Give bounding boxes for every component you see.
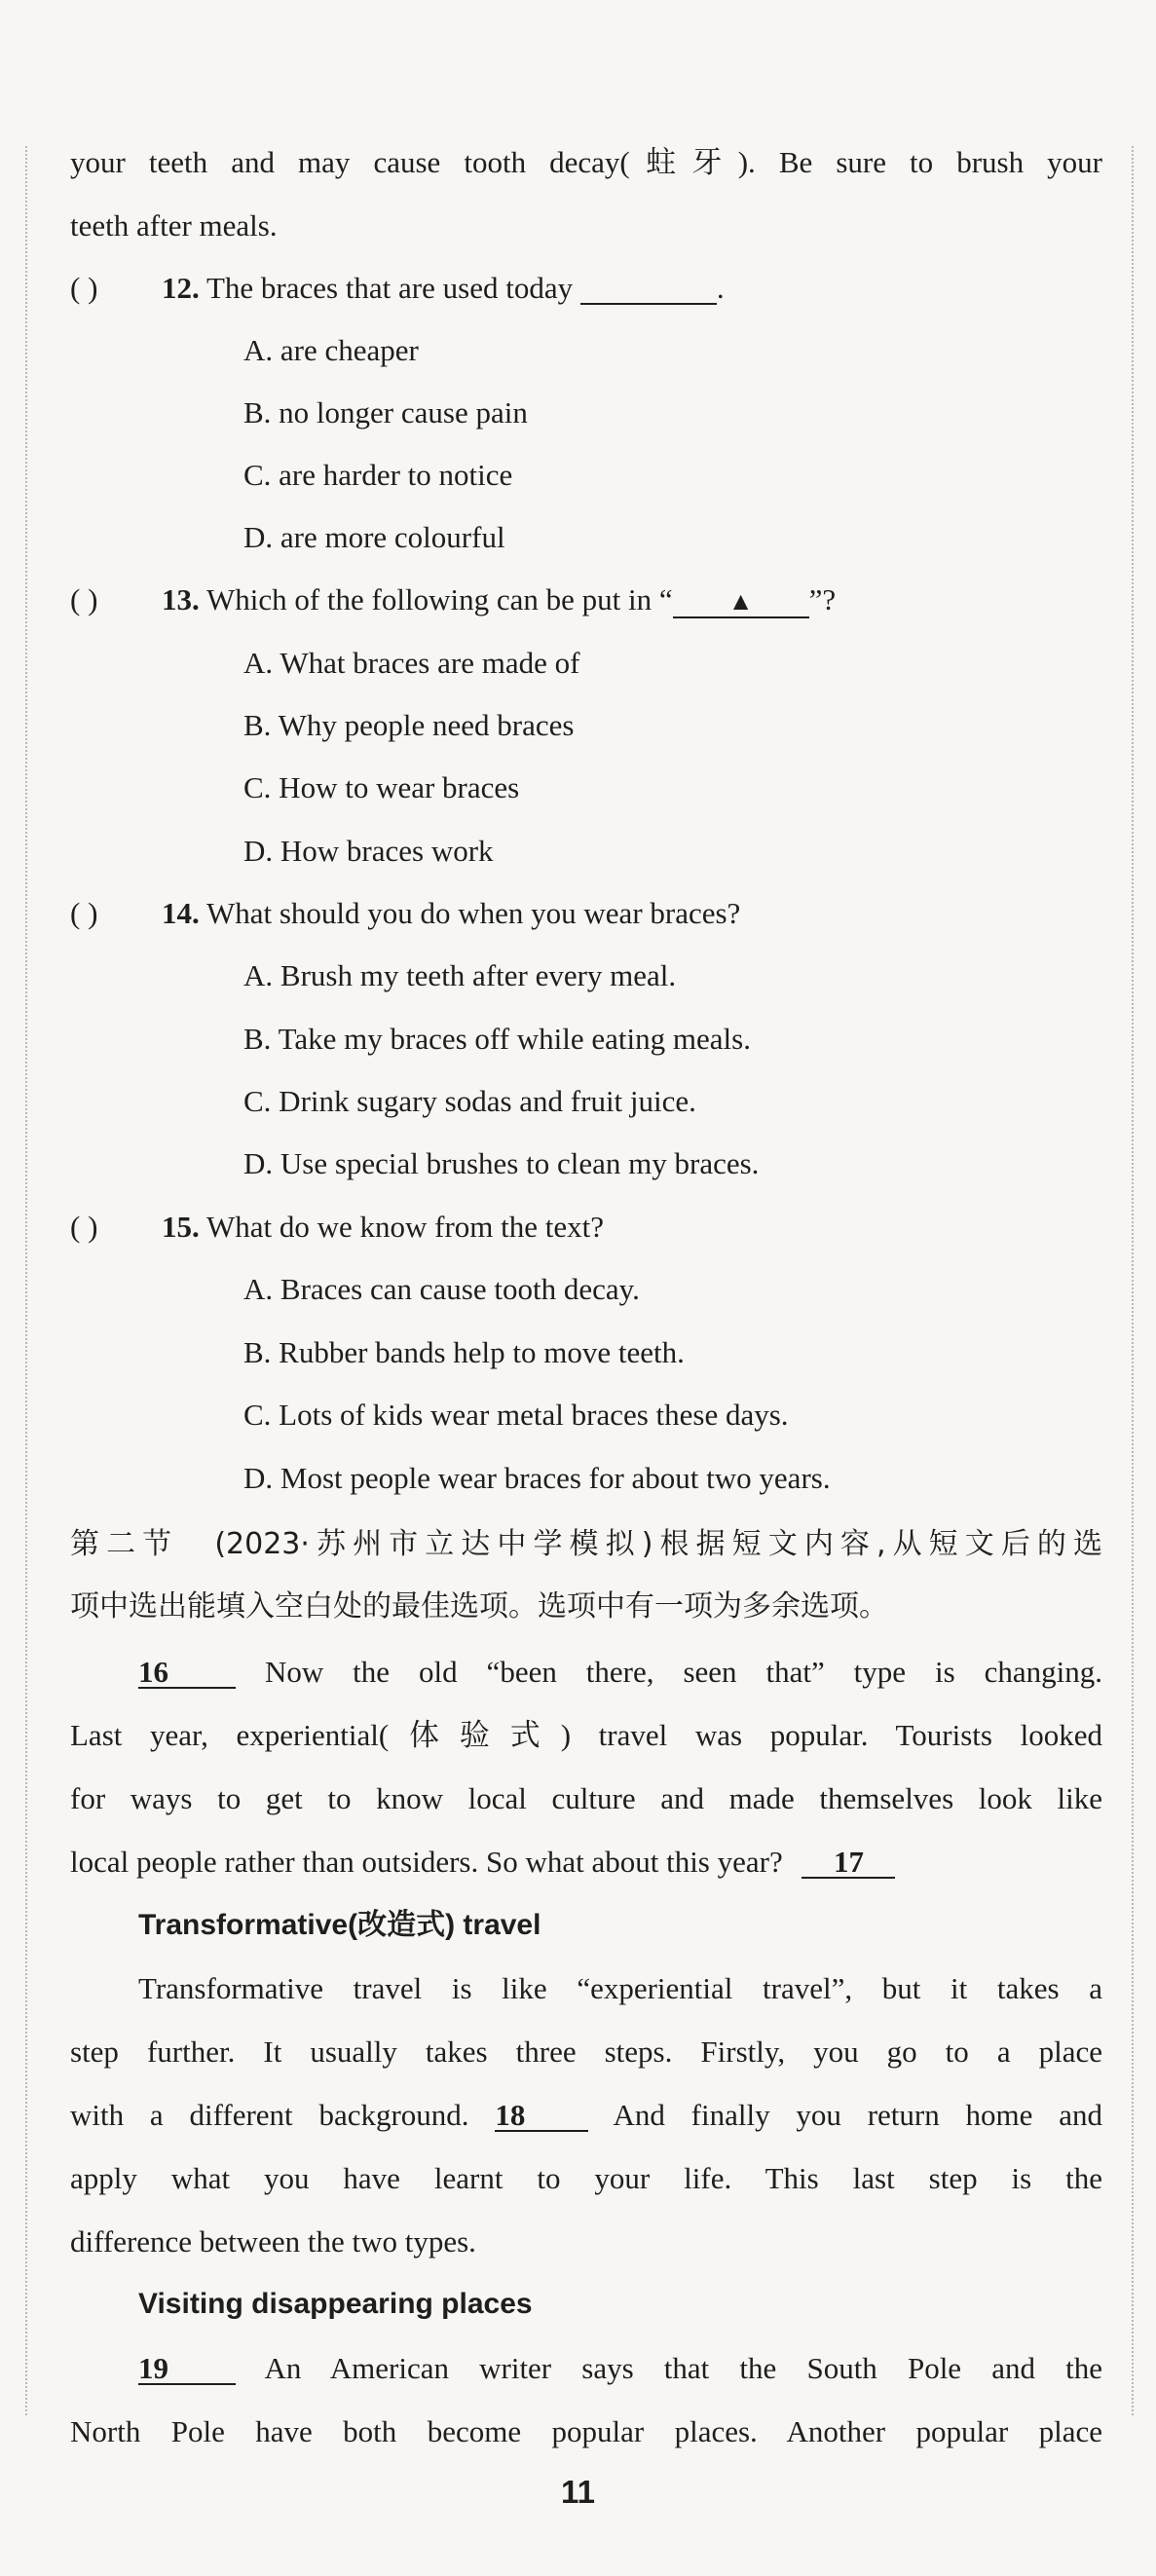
passage-line: Last year, experiential(体验式) travel was popular. Tourists looked xyxy=(70,1718,1102,1752)
subheading: Transformative(改造式) travel xyxy=(138,1909,541,1941)
question-13 xyxy=(70,579,1102,621)
section-instructions: 项中选出能填入空白处的最佳选项。选项中有一项为多余选项。 xyxy=(70,1589,888,1624)
blank-18[interactable]: 18 xyxy=(495,2101,588,2132)
question-14 xyxy=(70,892,1102,935)
option-c[interactable]: C. Drink sugary sodas and fruit juice. xyxy=(243,1084,696,1118)
passage-text: And finally you return home and xyxy=(613,2098,1102,2132)
option-b[interactable]: B. Take my braces off while eating meals. xyxy=(243,1022,751,1056)
blank-17[interactable]: 17 xyxy=(802,1848,895,1879)
passage-text: local people rather than outsiders. So what about this year? xyxy=(70,1845,783,1879)
option-b[interactable]: B. Why people need braces xyxy=(243,708,575,742)
answer-paren[interactable]: ( ) xyxy=(70,896,98,930)
option-a[interactable]: A. What braces are made of xyxy=(243,646,580,680)
question-stem: What should you do when you wear braces? xyxy=(205,896,741,930)
blank-16[interactable]: 16 xyxy=(138,1658,236,1689)
question-stem-end: ”? xyxy=(808,582,837,616)
triangle-icon: ▲ xyxy=(727,587,754,616)
answer-blank[interactable] xyxy=(580,274,717,305)
passage-line: apply what you have learnt to your life. This last step is the xyxy=(70,2161,1102,2195)
passage-text: An American writer says that the South Pole and the xyxy=(264,2351,1102,2385)
option-a[interactable]: A. Braces can cause tooth decay. xyxy=(243,1272,640,1306)
passage-line xyxy=(70,2094,1102,2137)
option-c[interactable]: C. How to wear braces xyxy=(243,770,520,804)
question-stem: The braces that are used today xyxy=(205,271,574,305)
option-c[interactable]: C. Lots of kids wear metal braces these days. xyxy=(243,1398,789,1432)
question-stem: What do we know from the text? xyxy=(205,1210,604,1244)
option-d[interactable]: D. Most people wear braces for about two years. xyxy=(243,1461,831,1495)
passage-line: North Pole have both become popular places. Another popular place xyxy=(70,2414,1102,2448)
question-15 xyxy=(70,1206,1102,1249)
question-number: 13. xyxy=(162,582,200,616)
question-number: 12. xyxy=(162,271,200,305)
answer-paren[interactable]: ( ) xyxy=(70,1210,98,1244)
passage-line: Transformative travel is like “experiential travel”, but it takes a xyxy=(138,1971,1102,2005)
passage-text: with a different background. xyxy=(70,2098,469,2132)
section-instructions: 第二节 (2023·苏州市立达中学模拟)根据短文内容,从短文后的选 xyxy=(70,1527,1102,1561)
passage-line: your teeth and may cause tooth decay(蛀牙). Be sure to brush your xyxy=(70,145,1102,179)
subheading: Visiting disappearing places xyxy=(138,2288,533,2320)
question-12 xyxy=(70,267,1102,310)
passage-line: difference between the two types. xyxy=(70,2224,476,2259)
question-number: 14. xyxy=(162,896,200,930)
option-d[interactable]: D. Use special brushes to clean my braces. xyxy=(243,1146,760,1180)
answer-paren[interactable]: ( ) xyxy=(70,582,98,616)
option-b[interactable]: B. no longer cause pain xyxy=(243,395,528,429)
option-a[interactable]: A. Brush my teeth after every meal. xyxy=(243,958,677,992)
passage-line: teeth after meals. xyxy=(70,208,278,243)
page-number: 11 xyxy=(561,2474,595,2510)
option-a[interactable]: A. are cheaper xyxy=(243,333,419,367)
passage-line: step further. It usually takes three steps. Firstly, you go to a place xyxy=(70,2035,1102,2069)
right-margin-rule xyxy=(1132,146,1134,2415)
option-d[interactable]: D. How braces work xyxy=(243,834,494,868)
option-c[interactable]: C. are harder to notice xyxy=(243,458,513,492)
blank-19[interactable]: 19 xyxy=(138,2354,236,2385)
question-stem-end: . xyxy=(716,271,725,305)
passage-text: Now the old “been there, seen that” type is changing. xyxy=(264,1655,1103,1689)
option-b[interactable]: B. Rubber bands help to move teeth. xyxy=(243,1335,685,1369)
question-stem: Which of the following can be put in “ xyxy=(205,582,673,616)
passage-line xyxy=(138,1651,1102,1694)
answer-paren[interactable]: ( ) xyxy=(70,271,98,305)
option-d[interactable]: D. are more colourful xyxy=(243,520,505,554)
passage-line: for ways to get to know local culture and made themselves look like xyxy=(70,1781,1102,1815)
question-number: 15. xyxy=(162,1210,200,1244)
passage-line xyxy=(70,1841,1102,1884)
passage-line xyxy=(138,2347,1102,2390)
left-margin-rule xyxy=(25,146,27,2415)
triangle-blank xyxy=(673,585,809,618)
